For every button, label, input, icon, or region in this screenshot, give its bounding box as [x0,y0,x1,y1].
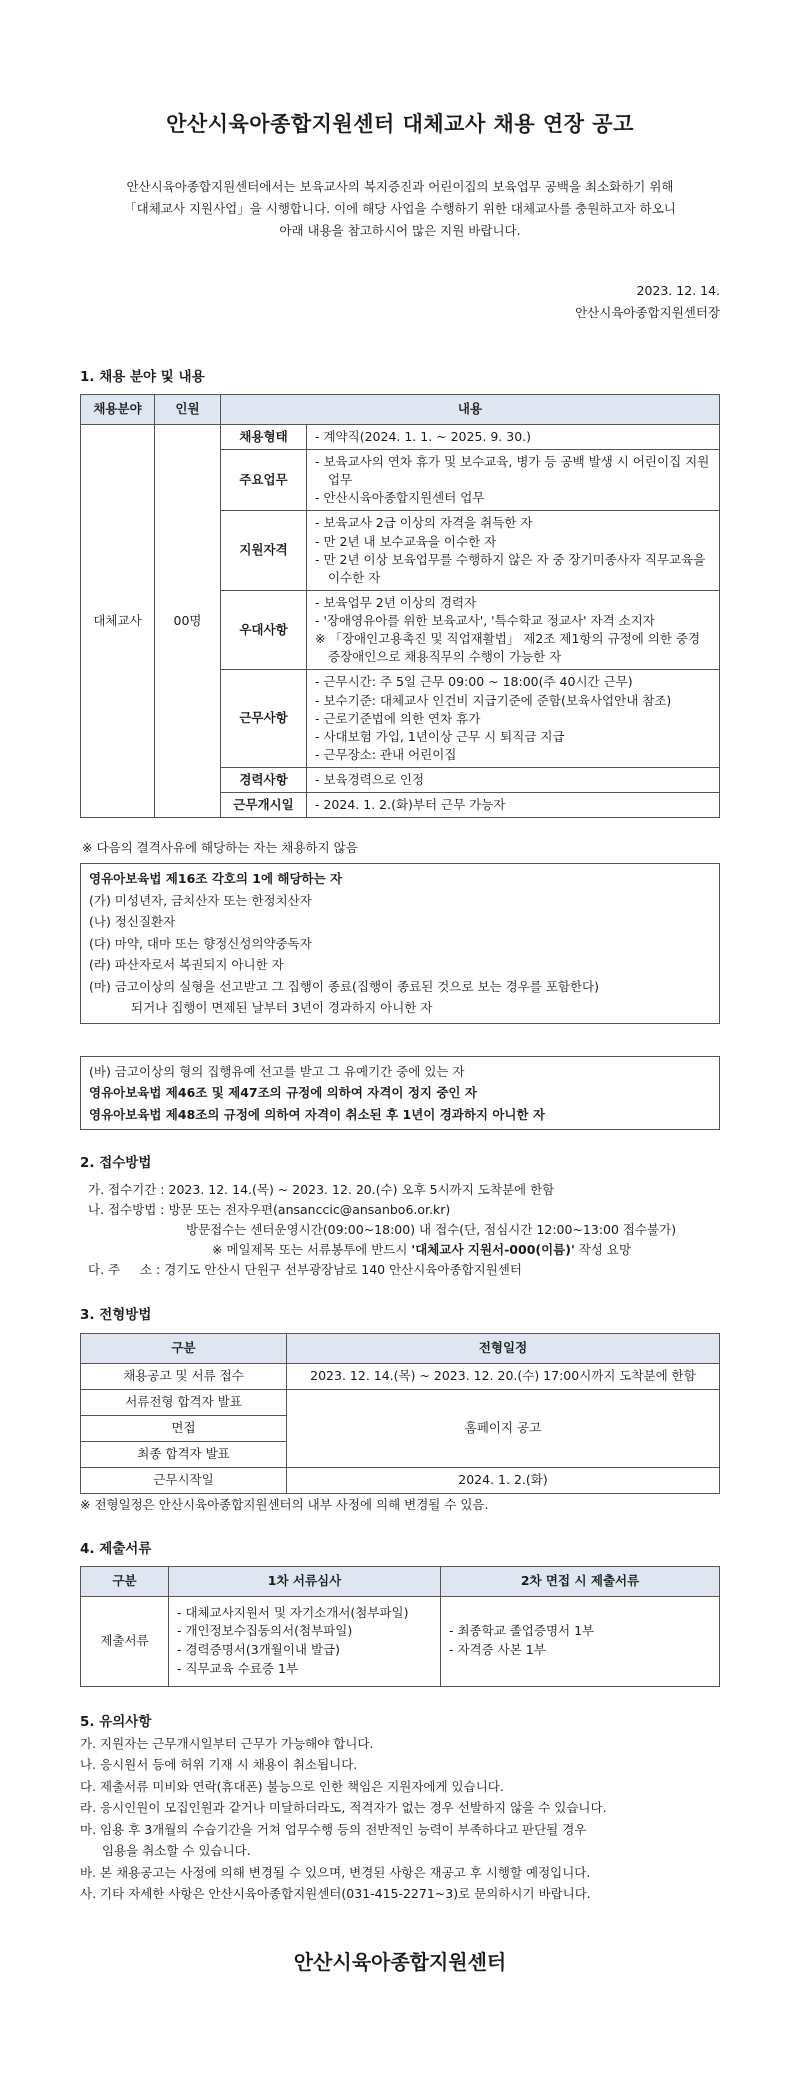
note-item: 나. 응시원서 등에 허위 기재 시 채용이 취소됩니다. [80,1757,358,1773]
note-item-cont: 임용을 취소할 수 있습니다. [102,1843,251,1859]
step-value: 경기도 안산시 단원구 선부광장남로 140 안산시육아종합지원센터 [164,1262,522,1278]
content-line: - 보육교사의 연차 휴가 및 보수교육, 병가 등 공백 발생 시 어린이집 지원 업무 [315,454,710,488]
notice-date: 2023. 12. 14. [636,282,720,298]
row-content [307,768,720,793]
row-label: 근무사항 [221,670,307,768]
section-title: 1. 채용 분야 및 내용 [80,368,205,385]
box-heading: 영유아보육법 제16조 각호의 1에 해당하는 자 [89,871,343,887]
row-label: 경력사항 [221,768,307,793]
step-label: 나. 접수방법 : [88,1202,165,1218]
documents-table [80,1566,720,1687]
content-note: ※ 「장애인고용촉진 및 직업재활법」 제2조 제1항의 규정에 의한 중경증장애인으로 채용직무의 수행이 가능한 자 [315,631,701,665]
header-count: 인원 [155,394,221,424]
section-title: 5. 유의사항 [80,1713,152,1730]
row-content [307,590,720,670]
box-item: (마) 금고이상의 실형을 선고받고 그 집행이 종료(집행이 종료된 것으로 보는 경우를 포함한다) [89,978,599,994]
content-line: - 근무시간: 주 5일 근무 09:00 ~ 18:00(주 40시간 근무) [315,674,633,690]
schedule-name: 채용공고 및 서류 접수 [81,1363,287,1389]
header-category: 구분 [81,1333,287,1363]
issuer: 안산시육아종합지원센터장 [575,304,720,320]
schedule-name: 근무시작일 [81,1467,287,1493]
footer-organization: 안산시육아종합지원센터 [293,1949,507,1974]
schedule-value: 홈페이지 공고 [287,1389,720,1467]
step-value: 2023. 12. 14.(목) ~ 2023. 12. 20.(수) 오후 5시까지 도착분에 한함 [168,1182,555,1198]
box-item-cont: 되거나 집행이 면제된 날부터 3년이 경과하지 아니한 자 [131,1000,433,1016]
header-content: 내용 [221,394,720,424]
doc-item: - 직무교육 수료증 1부 [177,1660,298,1676]
section-recruitment [80,368,720,819]
selection-note: ※ 전형일정은 안산시육아종합지원센터의 내부 사정에 의해 변경될 수 있음. [80,1496,489,1512]
section-documents [80,1540,720,1687]
application-steps [80,1180,720,1280]
section-selection [80,1306,720,1513]
row-label: 근무개시일 [221,793,307,818]
header-category: 구분 [81,1566,169,1596]
content-line: - 보수기준: 대체교사 인건비 지급기준에 준함(보육사업안내 참조) [315,692,672,708]
row-content [307,793,720,818]
box-item: (라) 파산자로서 복권되지 아니한 자 [89,957,284,973]
intro-text [80,176,720,242]
row-content [307,424,720,449]
section-notes [80,1713,720,1905]
content-line: - 근무장소: 관내 어린이집 [315,746,457,762]
row-label: 주요업무 [221,450,307,511]
section-title: 4. 제출서류 [80,1540,152,1557]
note-text: ※ 메일제목 또는 서류봉투에 반드시 [212,1242,412,1258]
box-item: (나) 정신질환자 [89,914,176,930]
header-first: 1차 서류심사 [169,1566,441,1596]
doc-item: - 경력증명서(3개월이내 발급) [177,1642,340,1658]
row-label: 채용형태 [221,424,307,449]
box-item: (다) 마약, 대마 또는 향정신성의약중독자 [89,935,312,951]
schedule-value: 2024. 1. 2.(화) [287,1467,720,1493]
second-docs [441,1596,720,1686]
note-text: 작성 요망 [574,1242,632,1258]
header-schedule: 전형일정 [287,1333,720,1363]
step-note [80,1240,720,1260]
disqualification-box-2 [80,1056,720,1131]
step-label: 다. 주 소 : [88,1262,161,1278]
first-docs [169,1596,441,1686]
intro-line: 아래 내용을 참고하시어 많은 지원 바랍니다. [279,223,521,239]
note-item: 마. 임용 후 3개월의 수습기간을 거쳐 업무수행 등의 전반적인 능력이 부족하다고 판단될 경우 [80,1821,587,1837]
row-content [307,670,720,768]
content-line: - 근로기준법에 의한 연차 휴가 [315,710,481,726]
step-value: 방문접수는 센터운영시간(09:00~18:00) 내 접수(단, 점심시간 12:00~13:00 접수불가) [186,1222,677,1238]
box-item: (바) 금고이상의 형의 집행유예 선고를 받고 그 유예기간 중에 있는 자 [89,1063,465,1079]
content-line: - 보육업무 2년 이상의 경력자 [315,594,477,610]
note-item: 가. 지원자는 근무개시일부터 근무가 가능해야 합니다. [80,1735,374,1751]
count-cell: 00명 [155,424,221,817]
note-bold: '대체교사 지원서-000(이름)' [411,1242,575,1258]
content-line: - 사대보험 가입, 1년이상 근무 시 퇴직금 지급 [315,728,565,744]
schedule-name: 최종 합격자 발표 [81,1441,287,1467]
schedule-value: 2023. 12. 14.(목) ~ 2023. 12. 20.(수) 17:00시까지 도착분에 한함 [287,1363,720,1389]
box-heading: 영유아보육법 제48조의 규정에 의하여 자격이 취소된 후 1년이 경과하지 아니한 자 [89,1106,546,1122]
intro-line: 「대체교사 지원사업」을 시행합니다. 이에 해당 사업을 수행하기 위한 대체교사를 충원하고자 하오니 [124,201,676,217]
content-line: - '장애영유아를 위한 보육교사', '특수학교 정교사' 자격 소지자 [315,613,655,629]
section-title: 3. 전형방법 [80,1307,152,1324]
header-second: 2차 면접 시 제출서류 [441,1566,720,1596]
content-line: - 만 2년 내 보수교육을 이수한 자 [315,533,497,549]
intro-line: 안산시육아종합지원센터에서는 보육교사의 복지증진과 어린이집의 보육업무 공백을 최소화하기 위해 [126,179,674,195]
doc-item: - 자격증 사본 1부 [449,1642,546,1658]
note-item: 바. 본 채용공고는 사정에 의해 변경될 수 있으며, 변경된 사항은 재공고 후 시행할 예정입니다. [80,1864,591,1880]
content-line: - 보육경력으로 인정 [315,772,425,788]
box-item: (가) 미성년자, 금치산자 또는 한정치산자 [89,892,312,908]
content-line: - 2024. 1. 2.(화)부터 근무 가능자 [315,797,506,813]
disqualification-section [80,840,720,1130]
step-value: 방문 또는 전자우편(ansanccic@ansanbo6.or.kr) [168,1202,451,1218]
selection-table [80,1333,720,1494]
note-item: 라. 응시인원이 모집인원과 같거나 미달하더라도, 적격자가 없는 경우 선발하지 않을 수 있습니다. [80,1800,607,1816]
content-line: - 만 2년 이상 보육업무를 수행하지 않은 자 중 장기미종사자 직무교육을 이수한 자 [315,551,706,585]
content-line: - 계약직(2024. 1. 1. ~ 2025. 9. 30.) [315,428,532,444]
date-block [80,280,720,324]
schedule-name: 서류전형 합격자 발표 [81,1389,287,1415]
notes-list [80,1733,720,1905]
note-item: 사. 기타 자세한 사항은 안산시육아종합지원센터(031-415-2271~3)로 문의하시기 바랍니다. [80,1886,591,1902]
documents-label: 제출서류 [81,1596,169,1686]
page-title: 안산시육아종합지원센터 대체교사 채용 연장 공고 [166,112,634,136]
section-title: 2. 접수방법 [80,1155,152,1172]
doc-item: - 대체교사지원서 및 자기소개서(첨부파일) [177,1604,409,1620]
row-content [307,450,720,511]
row-label: 지원자격 [221,511,307,591]
content-line: - 안산시육아종합지원센터 업무 [315,490,485,506]
doc-item: - 최종학교 졸업증명서 1부 [449,1623,595,1639]
disqualification-note: ※ 다음의 결격사유에 해당하는 자는 채용하지 않음 [82,840,358,856]
row-label: 우대사항 [221,590,307,670]
field-cell: 대체교사 [81,424,155,817]
box-heading: 영유아보육법 제46조 및 제47조의 규정에 의하여 자격이 정지 중인 자 [89,1085,477,1101]
content-line: - 보육교사 2급 이상의 자격을 취득한 자 [315,515,533,531]
section-application [80,1154,720,1280]
doc-item: - 개인정보수집동의서(첨부파일) [177,1623,353,1639]
recruitment-table [80,394,720,818]
note-item: 다. 제출서류 미비와 연락(휴대폰) 불능으로 인한 책임은 지원자에게 있습니다. [80,1778,504,1794]
header-field: 채용분야 [81,394,155,424]
schedule-name: 면접 [81,1415,287,1441]
step-label: 가. 접수기간 : [88,1182,165,1198]
disqualification-box-1 [80,863,720,1024]
row-content [307,511,720,591]
